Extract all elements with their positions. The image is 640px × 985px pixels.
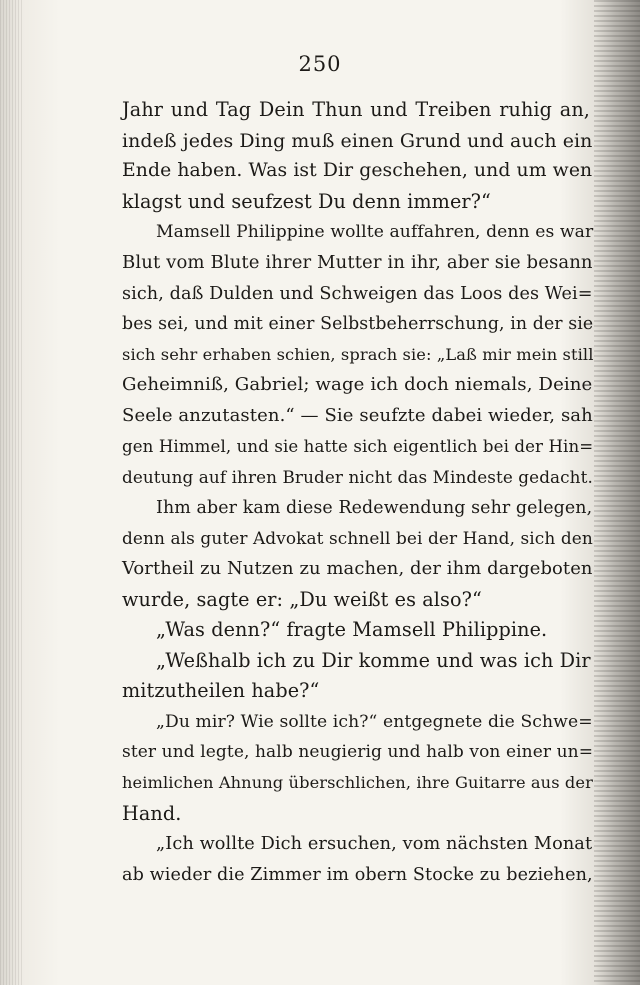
text-line: Ende haben. Was ist Dir geschehen, und um wen — [122, 160, 593, 182]
text-line: „Du mir? Wie sollte ich?“ entgegnete die Schwe= — [156, 711, 593, 732]
page-number: 250 — [298, 52, 342, 76]
text-line: indeß jedes Ding muß einen Grund und auch ein — [122, 129, 593, 152]
text-line: klagst und seufzest Du denn immer?“ — [122, 189, 491, 213]
text-line: ab wieder die Zimmer im obern Stocke zu beziehen, — [122, 864, 593, 885]
text-line: Hand. — [122, 801, 182, 825]
text-line: Mamsell Philippine wollte auffahren, denn es war — [156, 222, 594, 243]
text-line: Jahr und Tag Dein Thun und Treiben ruhig an, — [122, 98, 590, 121]
text-line: ster und legte, halb neugierig und halb von einer un= — [122, 742, 594, 763]
body-text — [122, 95, 594, 890]
text-line: „Weßhalb ich zu Dir komme und was ich Dir — [156, 648, 591, 672]
text-line: sich sehr erhaben schien, sprach sie: „Laß mir mein still — [122, 344, 594, 364]
text-line: Blut vom Blute ihrer Mutter in ihr, aber sie besann — [122, 251, 593, 273]
text-line: heimlichen Ahnung überschlichen, ihre Guitarre aus der — [122, 773, 593, 793]
page-right-edge-shadow — [594, 0, 640, 985]
text-line: deutung auf ihren Bruder nicht das Mindeste gedacht. — [122, 467, 593, 488]
text-line: Ihm aber kam diese Redewendung sehr gelegen, — [156, 497, 593, 518]
text-line: mitzutheilen habe?“ — [122, 679, 320, 703]
text-line: gen Himmel, und sie hatte sich eigentlich bei der Hin= — [122, 436, 594, 456]
text-line: Seele anzutasten.“ — Sie seufzte dabei wieder, sah — [122, 404, 593, 426]
text-line: sich, daß Dulden und Schweigen das Loos des Wei= — [122, 283, 593, 304]
text-line: Vortheil zu Nutzen zu machen, der ihm dargeboten — [122, 557, 593, 579]
text-line: denn als guter Advokat schnell bei der Hand, sich den — [122, 528, 593, 549]
text-line: „Was denn?“ fragte Mamsell Philippine. — [156, 618, 548, 642]
text-line: bes sei, und mit einer Selbstbeherrschung, in der sie — [122, 314, 594, 335]
text-line: wurde, sagte er: „Du weißt es also?“ — [122, 587, 482, 611]
page-left-edge — [0, 0, 24, 985]
text-line: Geheimniß, Gabriel; wage ich doch niemals, Deine — [122, 374, 593, 396]
text-line: „Ich wollte Dich ersuchen, vom nächsten Monat — [156, 834, 593, 855]
